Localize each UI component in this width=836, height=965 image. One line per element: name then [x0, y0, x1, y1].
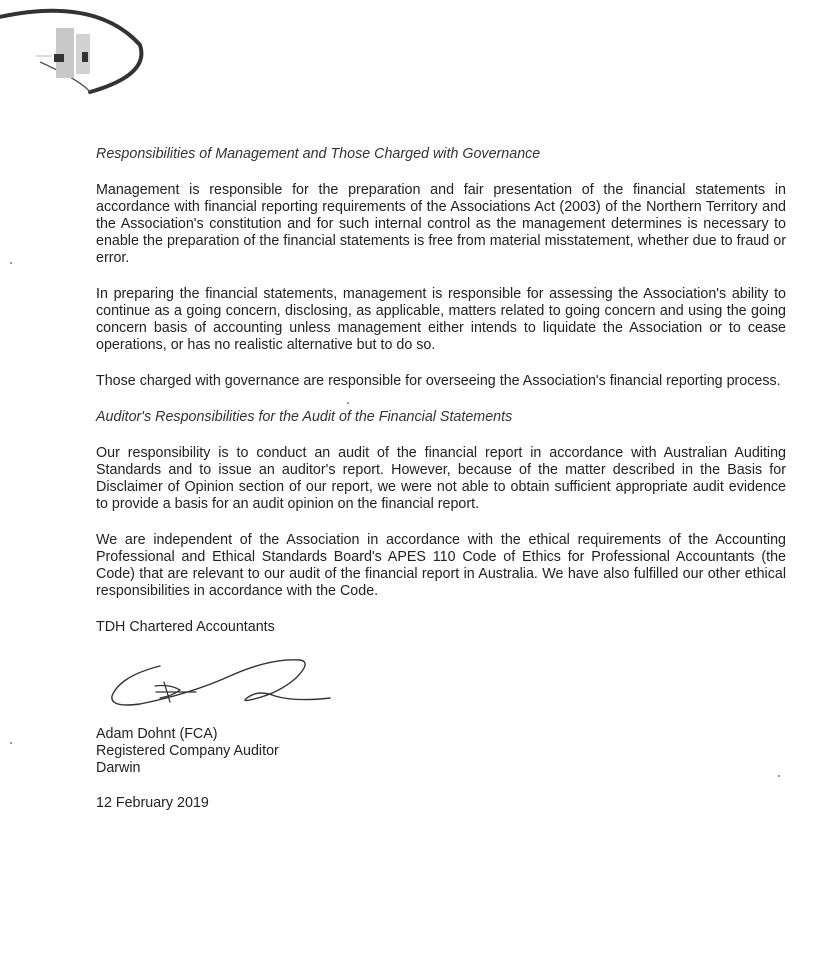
handwritten-signature — [100, 646, 340, 726]
paragraph-management-responsibility: Management is responsible for the preparation and fair presentation of the financial statements in accordance with financial reporting requirements of the Associations Act (2003) of the Northern Territory and the Association's constitution and for such internal control as the management determines is necessary to enable the preparation of the financial statements is free from material misstatement, whether due to fraud or error. — [96, 182, 786, 266]
report-date: 12 February 2019 — [96, 795, 209, 811]
signatory-name: Adam Dohnt (FCA) — [96, 726, 218, 742]
signatory-title: Registered Company Auditor — [96, 743, 279, 759]
section-heading-auditor: Auditor's Responsibilities for the Audit of the Financial Statements — [96, 409, 513, 425]
firm-name: TDH Chartered Accountants — [96, 619, 275, 635]
paragraph-going-concern: In preparing the financial statements, management is responsible for assessing the Association's ability to continue as a going concern, disclosing, as applicable, matters related to going concern and using the going concern basis of accounting unless management either intends to liquidate the Association or to cease operations, or has no realistic alternative but to do so. — [96, 286, 786, 353]
report-body — [96, 146, 786, 812]
firm-logo — [0, 0, 160, 100]
scan-speck — [10, 262, 12, 264]
scan-speck — [10, 742, 12, 744]
scan-speck — [778, 775, 780, 777]
paragraph-auditor-responsibility: Our responsibility is to conduct an audit of the financial report in accordance with Australian Auditing Standards and to issue an auditor's report. However, because of the matter described in the Basis for Disclaimer of Opinion section of our report, we were not able to obtain sufficient appropriate audit evidence to provide a basis for an audit opinion on the financial report. — [96, 445, 786, 512]
signatory-location: Darwin — [96, 760, 141, 776]
paragraph-governance-oversight: Those charged with governance are responsible for overseeing the Association's financial reporting process. — [96, 373, 781, 389]
paragraph-independence: We are independent of the Association in accordance with the ethical requirements of the Accounting Professional and Ethical Standards Board's APES 110 Code of Ethics for Professional Accountants (the Code) that are relevant to our audit of the financial report in Australia. We have also fulfilled our other ethical responsibilities in accordance with the Code. — [96, 532, 786, 599]
scan-speck — [347, 402, 349, 404]
section-heading-management: Responsibilities of Management and Those Charged with Governance — [96, 146, 541, 162]
signatory-block — [96, 726, 786, 777]
